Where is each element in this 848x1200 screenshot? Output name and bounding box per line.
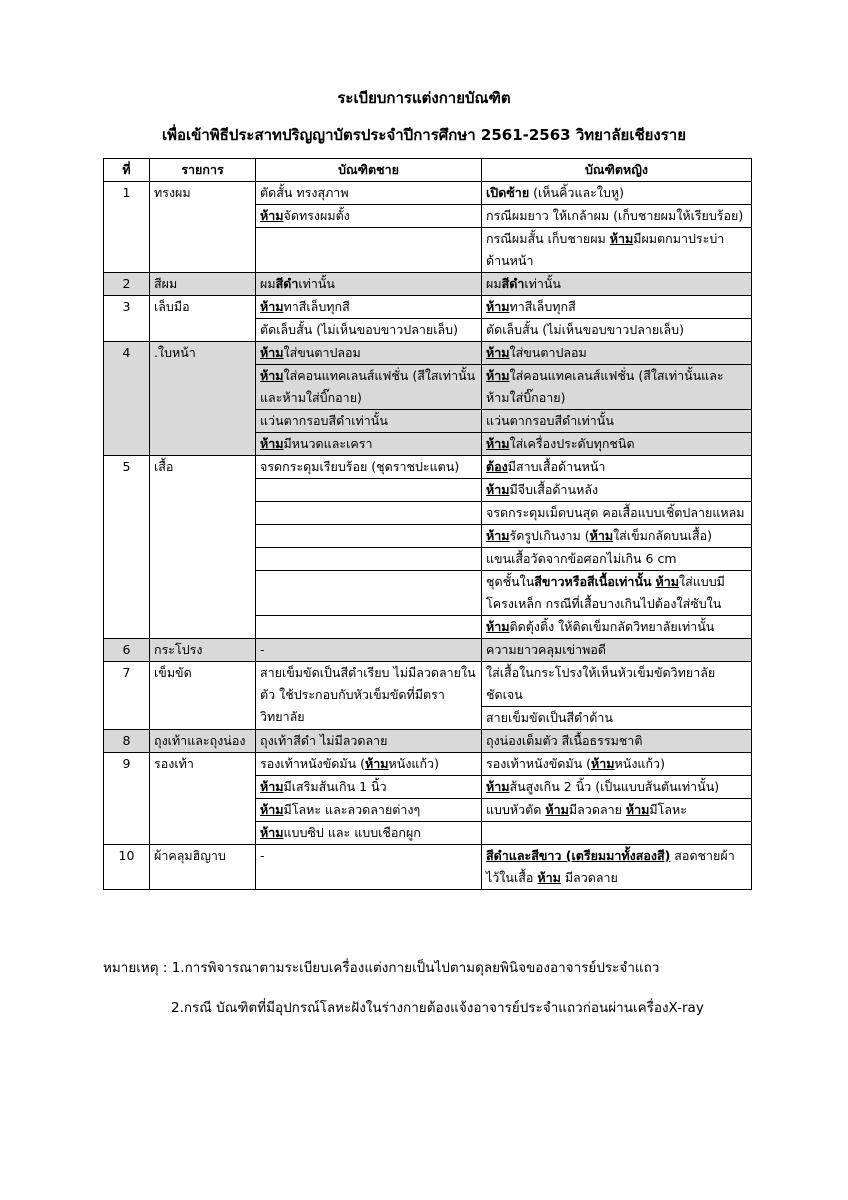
male-rule [256, 205, 482, 228]
female-rule [482, 205, 752, 228]
table-row [104, 662, 752, 707]
female-rule [482, 525, 752, 548]
item-name: เข็มขัด [150, 662, 256, 730]
rule-text: เท่านั้น [298, 276, 335, 291]
rule-text: มีผมตกมาประบ่า ด้านหน้า [486, 231, 725, 268]
rule-emphasis: ต้อง [486, 459, 508, 474]
rule-text: ใส่แบบมีโครงเหล็ก กรณีที่เสื้อบางเกินไปต้องใส่ซับใน [486, 574, 725, 611]
female-rule [482, 342, 752, 365]
female-rule [482, 296, 752, 319]
rule-emphasis: ห้าม [260, 779, 284, 794]
rule-emphasis: ห้าม [537, 870, 561, 885]
rule-text: ติดตุ้งติ้ง ให้ติดเข็มกลัดวิทยาลัยเท่านั้น [509, 619, 715, 634]
rule-text: ใส่คอนแทคเลนส์แฟชั่น (สีใสเท่านั้นและห้ามใส่บิ๊กอาย) [486, 368, 724, 405]
male-rule [256, 182, 482, 205]
table-row [104, 753, 752, 776]
male-rule [256, 410, 482, 433]
table-row [104, 456, 752, 479]
male-rule [256, 525, 482, 548]
female-rule [482, 776, 752, 799]
male-rule [256, 365, 482, 410]
row-number: 10 [104, 845, 150, 890]
row-number: 1 [104, 182, 150, 273]
male-rule [256, 456, 482, 479]
rule-text: มีจีบเสื้อด้านหลัง [509, 482, 599, 497]
item-name: ถุงเท้าและถุงน่อง [150, 730, 256, 753]
rule-text: เท่านั้น [524, 276, 561, 291]
item-name: สีผม [150, 273, 256, 296]
male-rule [256, 776, 482, 799]
male-rule [256, 845, 482, 890]
male-rule [256, 342, 482, 365]
female-rule [482, 639, 752, 662]
header-female: บัณฑิตหญิง [482, 159, 752, 182]
rule-text: รองเท้าหนังขัดมัน ( [260, 756, 366, 771]
rule-emphasis: เปิดซ้าย [486, 185, 530, 200]
rule-emphasis: สีดำและสีขาว (เตรียมมาทั้งสองสี) [486, 848, 671, 863]
female-rule [482, 707, 752, 730]
female-rule [482, 662, 752, 707]
table-row [104, 342, 752, 365]
rule-text: แบบซิป และ แบบเชือกผูก [283, 825, 421, 840]
rule-text: แว่นตากรอบสีดำเท่านั้น [260, 413, 388, 428]
row-number: 4 [104, 342, 150, 456]
rule-emphasis: สีขาวหรือสีเนื้อเท่านั้น [534, 574, 652, 589]
header-male: บัณฑิตชาย [256, 159, 482, 182]
table-row [104, 845, 752, 890]
rule-emphasis: ห้าม [486, 345, 510, 360]
rule-emphasis: ห้าม [486, 299, 510, 314]
rule-text: ชุดชั้นใน [486, 574, 535, 589]
rule-text: สายเข็มขัดเป็นสีดำด้าน [486, 710, 613, 725]
rule-text: มีโลหะ และลวดลายต่างๆ [283, 802, 421, 817]
female-rule [482, 845, 752, 890]
row-number: 5 [104, 456, 150, 639]
rule-emphasis: ห้าม [486, 779, 510, 794]
rule-text: ผม [260, 276, 276, 291]
rule-text: ส้นสูงเกิน 2 นิ้ว (เป็นแบบส้นตันเท่านั้น) [509, 779, 720, 794]
rule-emphasis: สีดำ [275, 276, 299, 291]
row-number: 2 [104, 273, 150, 296]
male-rule [256, 662, 482, 730]
rule-text: ใส่เสื้อในกระโปรงให้เห็นหัวเข็มขัดวิทยาลัยชัดเจน [486, 665, 716, 702]
female-rule [482, 479, 752, 502]
rule-emphasis: ห้าม [589, 528, 614, 543]
rule-text: มีหนวดและเครา [283, 436, 373, 451]
note-2: 2.กรณี บัณฑิตที่มีอุปกรณ์โลหะฝังในร่างกายต้องแจ้งอาจารย์ประจำแถวก่อนผ่านเครื่องX-ray [171, 1000, 704, 1016]
table-header-row [104, 159, 752, 182]
rule-emphasis: ห้าม [591, 756, 615, 771]
rule-emphasis: ห้าม [260, 368, 284, 383]
rule-text: จรดกระดุมเม็ดบนสุด คอเสื้อแบบเชิ้ตปลายแหลม [486, 505, 745, 520]
row-number: 8 [104, 730, 150, 753]
male-rule [256, 639, 482, 662]
rule-emphasis: ห้าม [486, 482, 510, 497]
male-rule [256, 479, 482, 502]
rule-text: ใส่คอนแทคเลนส์แฟชั่น (สีใสเท่านั้นและห้ามใส่บิ๊กอาย) [260, 368, 476, 405]
rule-text: ใส่เครื่องประดับทุกชนิด [509, 436, 635, 451]
rule-text: รองเท้าหนังขัดมัน ( [486, 756, 592, 771]
female-rule [482, 799, 752, 822]
rule-text: แบบหัวตัด [486, 802, 546, 817]
rule-emphasis: ห้าม [260, 345, 284, 360]
note-1: หมายเหตุ : 1.การพิจารณาตามระเบียบเครื่องแต่งกายเป็นไปตามดุลยพินิจของอาจารย์ประจำแถว [103, 960, 660, 976]
table-row [104, 730, 752, 753]
rule-text: มีลวดลาย [568, 802, 626, 817]
female-rule [482, 273, 752, 296]
rule-emphasis: ห้าม [260, 299, 284, 314]
rule-text: ตัดเล็บสั้น (ไม่เห็นขอบขาวปลายเล็บ) [486, 322, 684, 337]
rule-text: ความยาวคลุมเข่าพอดี [486, 642, 606, 657]
male-rule [256, 616, 482, 639]
rule-text: จัดทรงผมตั้ง [283, 208, 350, 223]
row-number: 9 [104, 753, 150, 845]
rule-text: (เห็นคิ้วและใบหู) [529, 185, 625, 200]
male-rule [256, 273, 482, 296]
item-name: ผ้าคลุมฮิญาบ [150, 845, 256, 890]
male-rule [256, 228, 482, 273]
rule-emphasis: ห้าม [655, 574, 680, 589]
rule-text: - [260, 848, 265, 863]
male-rule [256, 433, 482, 456]
female-rule [482, 616, 752, 639]
male-rule [256, 730, 482, 753]
male-rule [256, 502, 482, 525]
row-number: 3 [104, 296, 150, 342]
table-row [104, 639, 752, 662]
document-title: ระเบียบการแต่งกายบัณฑิต [337, 89, 511, 107]
male-rule [256, 753, 482, 776]
rule-emphasis: ห้าม [486, 619, 510, 634]
rule-text: ใส่ขนตาปลอม [283, 345, 361, 360]
rule-emphasis: ห้าม [486, 528, 510, 543]
rule-emphasis: ห้าม [260, 802, 284, 817]
rule-emphasis: สีดำ [501, 276, 525, 291]
rule-emphasis: ห้าม [260, 208, 284, 223]
rule-text: มีสาบเสื้อด้านหน้า [507, 459, 606, 474]
rule-text: ทาสีเล็บทุกสี [283, 299, 350, 314]
rule-emphasis: ห้าม [486, 436, 510, 451]
rule-text: หนังแก้ว) [614, 756, 665, 771]
rule-emphasis: ห้าม [260, 825, 284, 840]
female-rule [482, 753, 752, 776]
rule-text: ผม [486, 276, 502, 291]
rule-text: ตัดเล็บสั้น (ไม่เห็นขอบขาวปลายเล็บ) [260, 322, 458, 337]
rule-emphasis: ห้าม [365, 756, 389, 771]
table-body [104, 182, 752, 890]
row-number: 6 [104, 639, 150, 662]
rule-text: ทาสีเล็บทุกสี [509, 299, 576, 314]
male-rule [256, 319, 482, 342]
female-rule [482, 319, 752, 342]
female-rule [482, 228, 752, 273]
rule-text: รัดรูปเกินงาม ( [509, 528, 590, 543]
rule-text: สอดชายผ้าไว้ในเสื้อ [486, 848, 735, 885]
rule-text: มีโลหะ [649, 802, 687, 817]
rule-emphasis: ห้าม [486, 368, 510, 383]
rule-emphasis: ห้าม [609, 231, 634, 246]
female-rule [482, 456, 752, 479]
rule-text: แขนเสื้อวัดจากข้อศอกไม่เกิน 6 cm [486, 551, 677, 566]
rule-text: สายเข็มขัดเป็นสีดำเรียบ ไม่มีลวดลายในตัว ใช้ประกอบกับหัวเข็มขัดที่มีตราวิทยาลัย [260, 665, 476, 724]
female-rule [482, 548, 752, 571]
female-rule [482, 433, 752, 456]
rule-text: กรณีผมสั้น เก็บชายผม [486, 231, 610, 246]
item-name: กระโปรง [150, 639, 256, 662]
rule-emphasis: ห้าม [545, 802, 569, 817]
male-rule [256, 296, 482, 319]
table-row [104, 296, 752, 319]
female-rule [482, 730, 752, 753]
rule-text: หนังแก้ว) [388, 756, 439, 771]
table-row [104, 182, 752, 205]
female-rule [482, 571, 752, 616]
header-item: รายการ [150, 159, 256, 182]
rule-text: ถุงน่องเต็มตัว สีเนื้อธรรมชาติ [486, 733, 643, 748]
rule-text: จรดกระดุมเรียบร้อย (ชุดราชปะแตน) [260, 459, 460, 474]
rule-text: ตัดสั้น ทรงสุภาพ [260, 185, 349, 200]
item-name: ทรงผม [150, 182, 256, 273]
document-subtitle: เพื่อเข้าพิธีประสาทปริญญาบัตรประจำปีการศึกษา 2561-2563 วิทยาลัยเชียงราย [161, 126, 687, 144]
rule-text: - [260, 642, 265, 657]
female-rule [482, 822, 752, 845]
rule-text: แว่นตากรอบสีดำเท่านั้น [486, 413, 614, 428]
rule-emphasis: ห้าม [625, 802, 650, 817]
rule-text: ใส่เข็มกลัดบนเสื้อ) [613, 528, 712, 543]
row-number: 7 [104, 662, 150, 730]
female-rule [482, 502, 752, 525]
header-num: ที่ [104, 159, 150, 182]
table-row [104, 273, 752, 296]
rule-text: มีลวดลาย [560, 870, 618, 885]
rule-text: มีเสริมส้นเกิน 1 นิ้ว [283, 779, 387, 794]
item-name: รองเท้า [150, 753, 256, 845]
dress-code-table [103, 158, 752, 890]
male-rule [256, 822, 482, 845]
rule-text: ใส่ขนตาปลอม [509, 345, 587, 360]
item-name: .ใบหน้า [150, 342, 256, 456]
female-rule [482, 365, 752, 410]
rule-emphasis: ห้าม [260, 436, 284, 451]
male-rule [256, 548, 482, 571]
item-name: เสื้อ [150, 456, 256, 639]
notes-section [103, 958, 763, 1018]
female-rule [482, 182, 752, 205]
male-rule [256, 799, 482, 822]
rule-text: กรณีผมยาว ให้เกล้าผม (เก็บชายผมให้เรียบร้อย) [486, 208, 744, 223]
male-rule [256, 571, 482, 616]
rule-text: ถุงเท้าสีดำ ไม่มีลวดลาย [260, 733, 388, 748]
item-name: เล็บมือ [150, 296, 256, 342]
female-rule [482, 410, 752, 433]
